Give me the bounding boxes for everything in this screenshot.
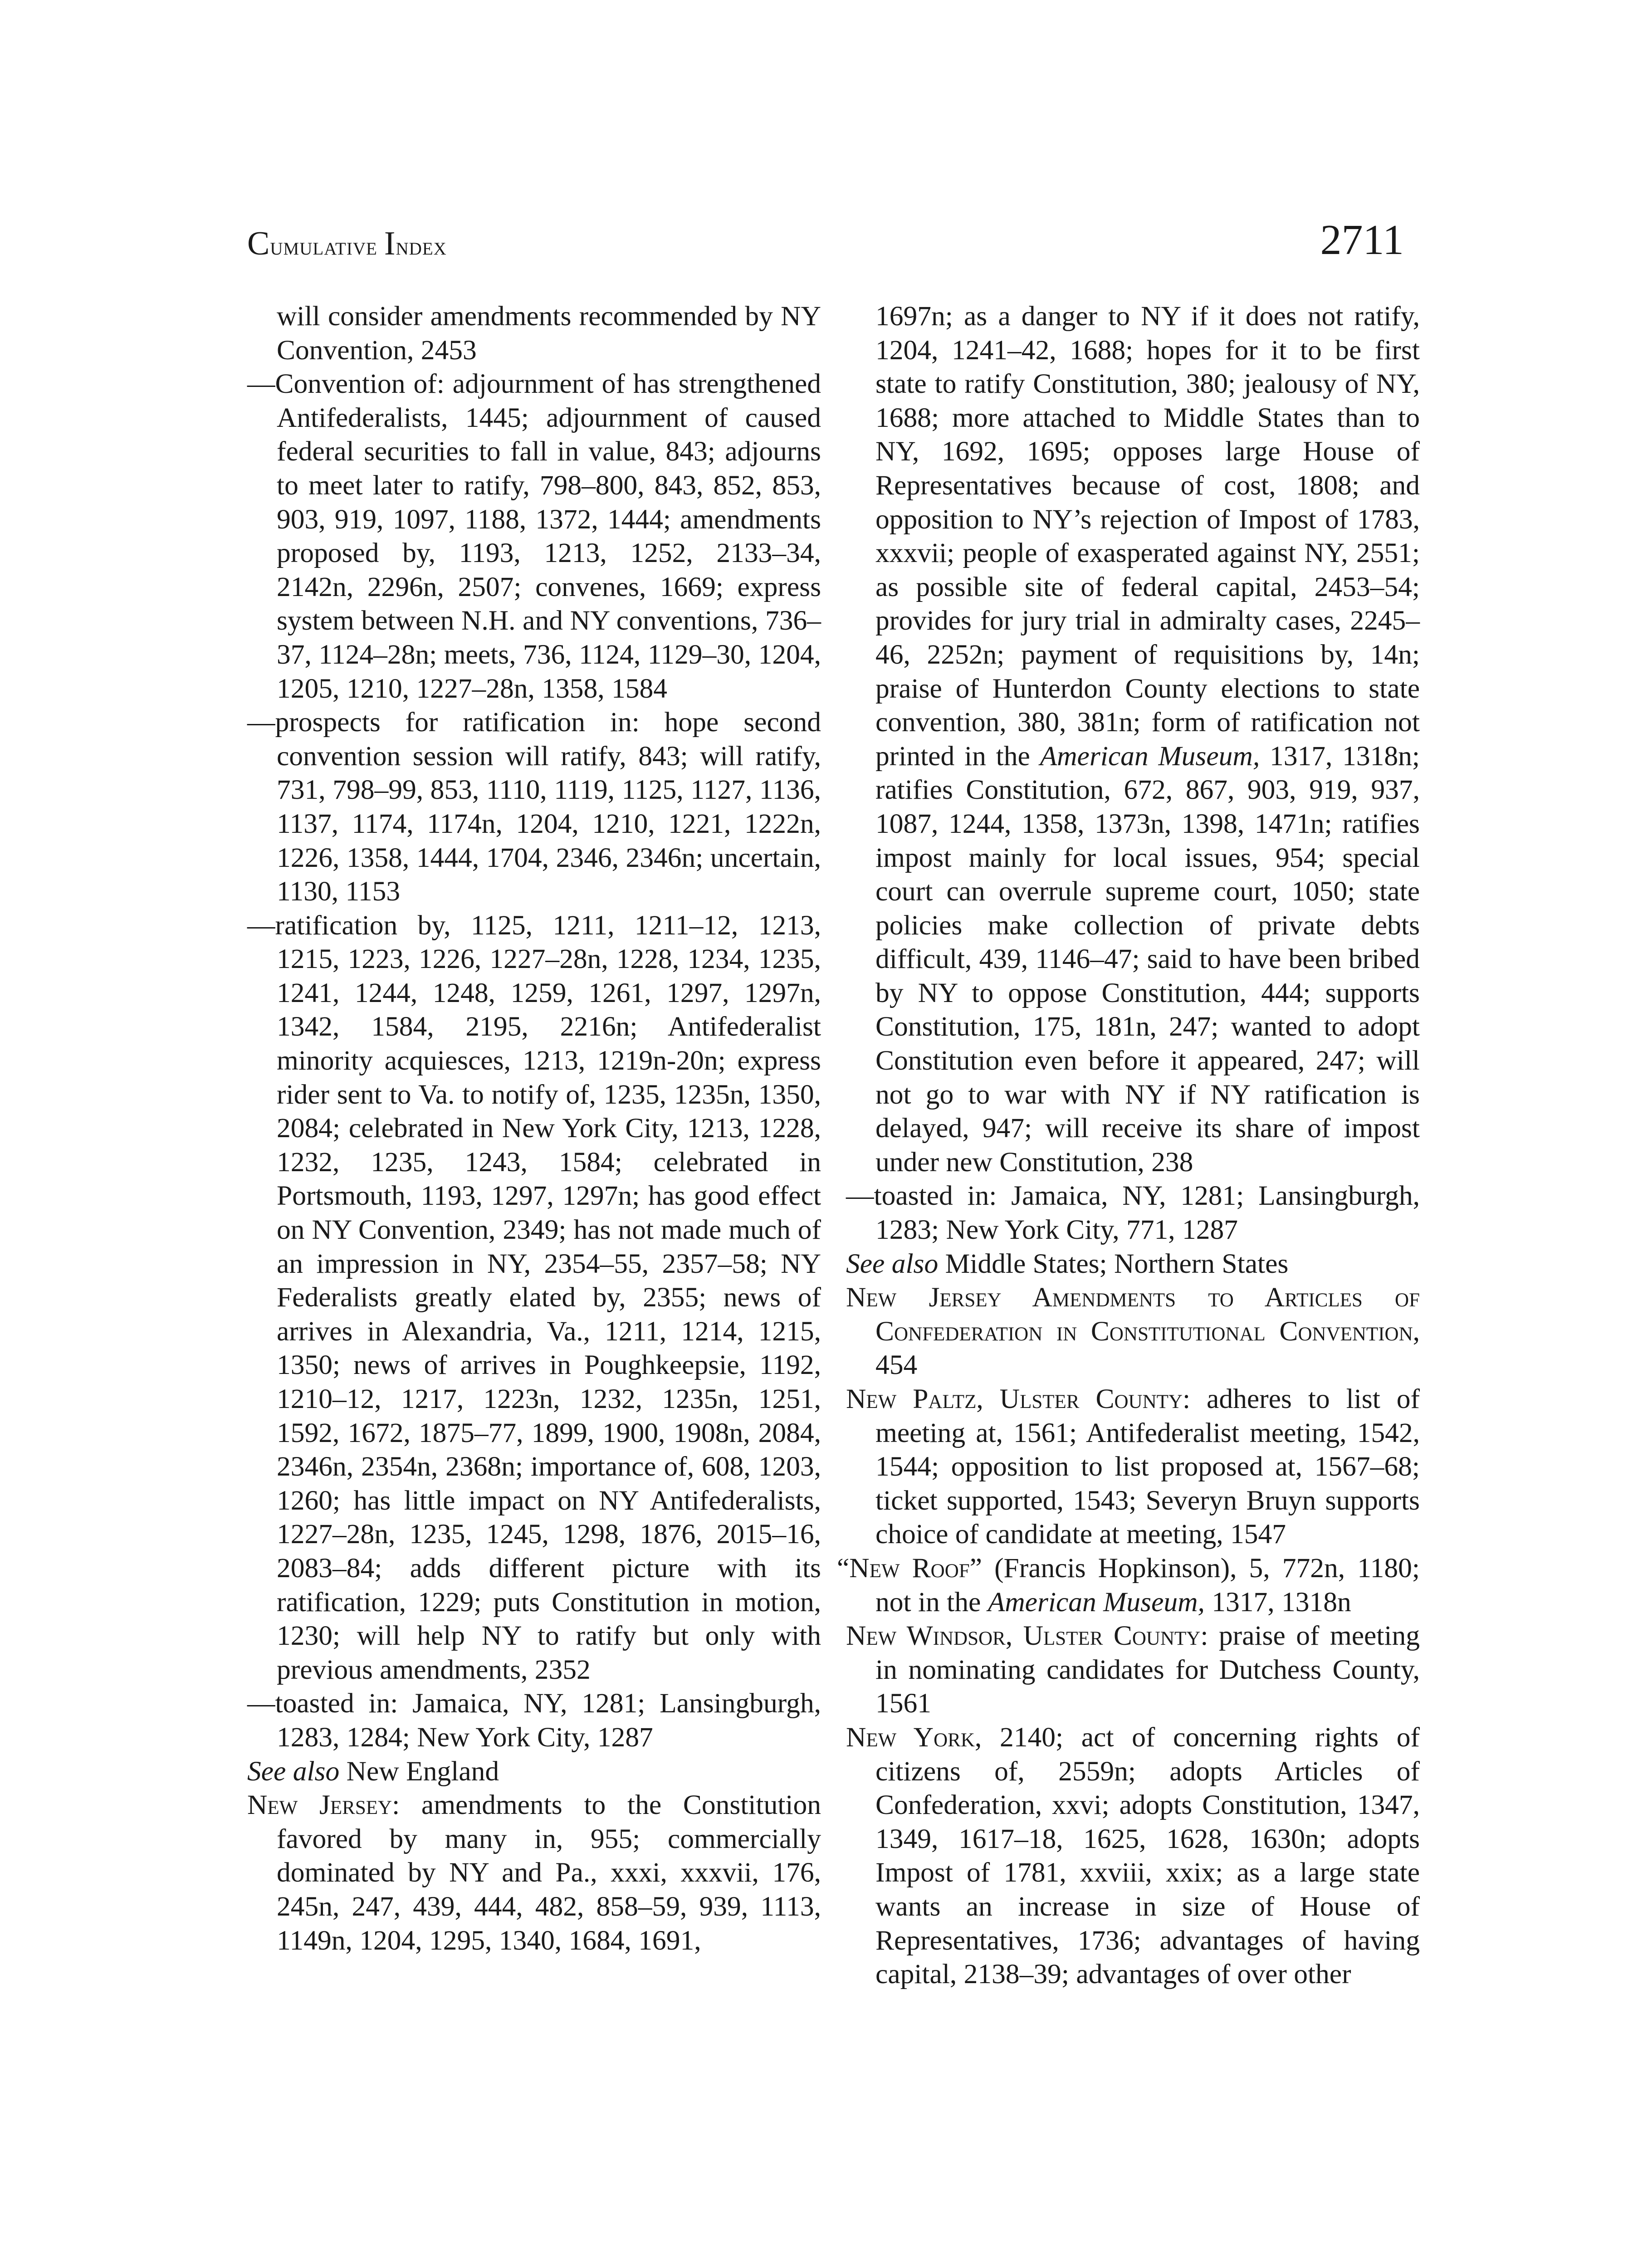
title-rest-2: ndex <box>396 232 447 260</box>
entry-text: , 454 <box>875 1315 1420 1381</box>
entry-heading: “New Roof” <box>837 1552 982 1584</box>
see-also-entry <box>247 1755 821 1789</box>
title-rest: umulative <box>270 232 384 260</box>
entry-heading: New Jersey <box>247 1789 392 1821</box>
index-subentry <box>247 909 821 1687</box>
entry-text: 1317, 1318n; ratifies Constitution, 672, 867, 903, 919, 937, 1087, 1244, 1358, 1373n, 1398, 1471n; ratifies impost mainly for local issues, 954; special court can overrule supreme court, 1050; state policies make collection of private debts difficult, 439, 1146–47; said to have been bribed by NY to oppose Constitution, 444; supports Constitution, 175, 181n, 247; wanted to adopt Constitution even before it appeared, 247; will not go to war with NY if NY ratification is delayed, 947; will receive its share of impost under new Constitution, 238 <box>875 740 1420 1178</box>
index-heading-entry <box>846 1721 1420 1991</box>
entry-text: : praise of meeting in nominating candidates for Dutchess County, 1561 <box>875 1620 1420 1719</box>
index-heading-entry <box>846 1619 1420 1721</box>
entry-text: —toasted in: Jamaica, NY, 1281; Lansingburgh, 1283, 1284; New York City, 1287 <box>247 1688 821 1753</box>
index-entry <box>846 299 1420 1179</box>
see-also-label: See also <box>846 1248 939 1279</box>
index-heading-entry <box>846 1281 1420 1382</box>
page-number: 2711 <box>1320 216 1404 264</box>
see-also-entry <box>846 1247 1420 1281</box>
right-column <box>837 299 1420 1991</box>
entry-text: 1697n; as a danger to NY if it does not ratify, 1204, 1241–42, 1688; hopes for it to be first state to ratify Constitution, 380; jealousy of NY, 1688; more attached to Middle States than to NY, 1692, 1695; opposes large House of Representatives because of cost, 1808; and opposition to NY’s rejection of Impost of 1783, xxxvii; people of exasperated against NY, 2551; as possible site of federal capital, 2453–54; provides for jury trial in admiralty cases, 2245–46, 2252n; payment of requisitions by, 14n; praise of Hunterdon County elections to state convention, 380, 381n; form of ratification not printed in the <box>875 301 1420 772</box>
entry-heading: New Paltz, Ulster County <box>846 1383 1183 1414</box>
entry-text: —Convention of: adjournment of has strengthened Antifederalists, 1445; adjournment of caused federal securities to fall in value, 843; adjourns to meet later to ratify, 798–800, 843, 852, 853, 903, 919, 1097, 1188, 1372, 1444; amendments proposed by, 1193, 1213, 1252, 2133–34, 2142n, 2296n, 2507; convenes, 1669; express system between N.H. and NY conventions, 736–37, 1124–28n; meets, 736, 1124, 1129–30, 1204, 1205, 1210, 1227–28n, 1358, 1584 <box>247 368 821 704</box>
running-head <box>247 215 1404 274</box>
index-subentry <box>247 367 821 705</box>
index-subentry <box>247 1686 821 1754</box>
entry-text: Middle States; Northern States <box>938 1248 1289 1279</box>
entry-heading: New York <box>846 1721 975 1753</box>
entry-text: —ratification by, 1125, 1211, 1211–12, 1213, 1215, 1223, 1226, 1227–28n, 1228, 1234, 1235, 1241, 1244, 1248, 1259, 1261, 1297, 1297n, 1342, 1584, 2195, 2216n; Antifederalist minority acquiesces, 1213, 1219n-20n; express rider sent to Va. to notify of, 1235, 1235n, 1350, 2084; celebrated in New York City, 1213, 1228, 1232, 1235, 1243, 1584; celebrated in Portsmouth, 1193, 1297, 1297n; has good effect on NY Convention, 2349; has not made much of an impression in NY, 2354–55, 2357–58; NY Federalists greatly elated by, 2355; news of arrives in Alexandria, Va., 1211, 1214, 1215, 1350; news of arrives in Poughkeepsie, 1192, 1210–12, 1217, 1223n, 1232, 1235n, 1251, 1592, 1672, 1875–77, 1899, 1900, 1908n, 2084, 2346n, 2354n, 2368n; importance of, 608, 1203, 1260; has little impact on NY Antifederalists, 1227–28n, 1235, 1245, 1298, 1876, 2015–16, 2083–84; adds different picture with its ratification, 1229; puts Constitution in motion, 1230; will help NY to ratify but only with previous amendments, 2352 <box>247 909 821 1685</box>
entry-text: —prospects for ratification in: hope second convention session will ratify, 843; will ratify, 731, 798–99, 853, 1110, 1119, 1125, 1127, 1136, 1137, 1174, 1174n, 1204, 1210, 1221, 1222n, 1226, 1358, 1444, 1704, 2346, 2346n; uncertain, 1130, 1153 <box>247 707 821 907</box>
index-heading-entry <box>846 1382 1420 1551</box>
entry-italic: American Museum, <box>988 1586 1205 1618</box>
title-second-initial: I <box>384 225 396 262</box>
entry-italic: American Museum, <box>1040 740 1260 772</box>
index-subentry <box>247 705 821 909</box>
entry-text: —toasted in: Jamaica, NY, 1281; Lansingburgh, 1283; New York City, 771, 1287 <box>846 1180 1420 1246</box>
index-heading-entry <box>247 1788 821 1957</box>
entry-text: New England <box>339 1755 499 1787</box>
running-head-title <box>247 225 447 263</box>
entry-text: : adheres to list of meeting at, 1561; Antifederalist meeting, 1542, 1544; opposition to list proposed at, 1567–68; ticket supported, 1543; Severyn Bruyn supports choice of candidate at meeting, 1547 <box>875 1383 1420 1550</box>
entry-text: (Francis Hopkinson), 5, 772n, 1180; not in the <box>875 1552 1420 1618</box>
index-subentry <box>846 1179 1420 1246</box>
entry-text: will consider amendments recommended by NY Convention, 2453 <box>277 301 821 366</box>
entry-heading: New Windsor, Ulster County <box>846 1620 1201 1652</box>
entry-heading: New Jersey Amendments to Articles of Confederation in Constitutional Convention <box>846 1282 1420 1347</box>
entry-text: , 2140; act of concerning rights of citizens of, 2559n; adopts Articles of Confederation, xxvi; adopts Constitution, 1347, 1349, 1617–18, 1625, 1628, 1630n; adopts Impost of 1781, xxviii, xxix; as a large state wants an increase in size of House of Representatives, 1736; advantages of having capital, 2138–39; advantages of over other <box>875 1721 1420 1990</box>
index-entry <box>247 299 821 367</box>
entry-text: 1317, 1318n <box>1204 1586 1351 1618</box>
index-heading-entry <box>837 1551 1420 1619</box>
left-column <box>247 299 821 1957</box>
see-also-label: See also <box>247 1755 340 1787</box>
entry-text: : amendments to the Constitution favored by many in, 955; commercially dominated by NY and Pa., xxxi, xxxvii, 176, 245n, 247, 439, 444, 482, 858–59, 939, 1113, 1149n, 1204, 1295, 1340, 1684, 1691, <box>277 1789 821 1956</box>
title-initial: C <box>247 225 270 262</box>
